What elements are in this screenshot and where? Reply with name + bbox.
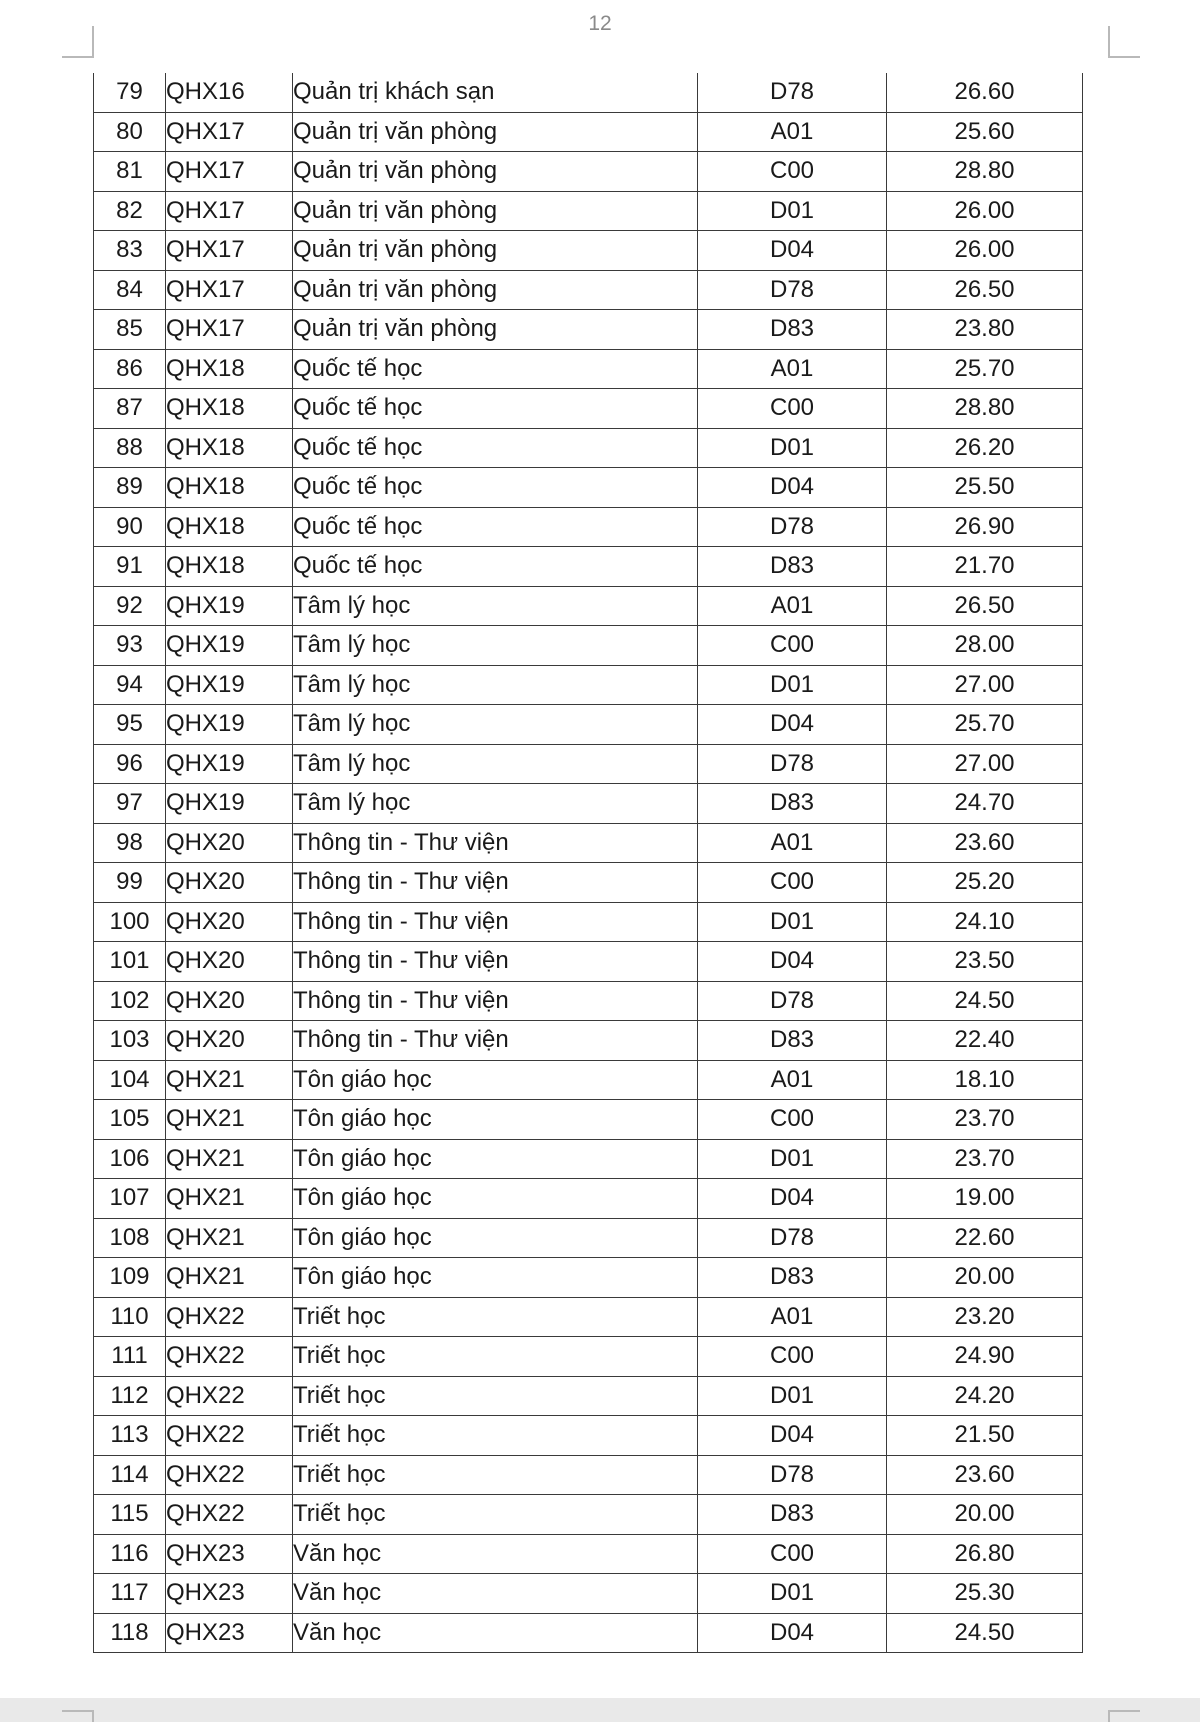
crop-mark-bottom-right bbox=[1108, 1710, 1140, 1722]
table-row bbox=[94, 981, 1083, 1021]
table-row bbox=[94, 1179, 1083, 1219]
subject-combination-cell: C00 bbox=[698, 1337, 887, 1377]
admission-score-cell: 23.20 bbox=[887, 1297, 1083, 1337]
row-number-cell: 110 bbox=[94, 1297, 166, 1337]
admission-score-table bbox=[93, 73, 1083, 1653]
program-name-cell: Quốc tế học bbox=[293, 468, 698, 508]
table-row bbox=[94, 744, 1083, 784]
subject-combination-cell: D78 bbox=[698, 1455, 887, 1495]
subject-combination-cell: D01 bbox=[698, 1574, 887, 1614]
table-row bbox=[94, 1060, 1083, 1100]
table-row bbox=[94, 468, 1083, 508]
table-row bbox=[94, 586, 1083, 626]
program-code-cell: QHX21 bbox=[166, 1258, 293, 1298]
program-code-cell: QHX21 bbox=[166, 1060, 293, 1100]
admission-score-cell: 23.80 bbox=[887, 310, 1083, 350]
program-code-cell: QHX18 bbox=[166, 507, 293, 547]
table-row bbox=[94, 428, 1083, 468]
table-row bbox=[94, 823, 1083, 863]
subject-combination-cell: D01 bbox=[698, 665, 887, 705]
table-row bbox=[94, 152, 1083, 192]
program-code-cell: QHX19 bbox=[166, 705, 293, 745]
admission-score-cell: 26.00 bbox=[887, 191, 1083, 231]
subject-combination-cell: D78 bbox=[698, 744, 887, 784]
subject-combination-cell: D78 bbox=[698, 270, 887, 310]
program-name-cell: Văn học bbox=[293, 1574, 698, 1614]
row-number-cell: 103 bbox=[94, 1021, 166, 1061]
page-number: 12 bbox=[588, 12, 612, 35]
table-row bbox=[94, 902, 1083, 942]
program-code-cell: QHX22 bbox=[166, 1416, 293, 1456]
program-name-cell: Quản trị văn phòng bbox=[293, 191, 698, 231]
row-number-cell: 101 bbox=[94, 942, 166, 982]
table-row bbox=[94, 1534, 1083, 1574]
table-row bbox=[94, 1613, 1083, 1653]
subject-combination-cell: D83 bbox=[698, 1495, 887, 1535]
program-code-cell: QHX20 bbox=[166, 902, 293, 942]
table-row bbox=[94, 1100, 1083, 1140]
subject-combination-cell: C00 bbox=[698, 626, 887, 666]
table-row bbox=[94, 1376, 1083, 1416]
table-row bbox=[94, 1297, 1083, 1337]
crop-mark-top-left bbox=[62, 26, 94, 58]
subject-combination-cell: D04 bbox=[698, 942, 887, 982]
admission-score-cell: 19.00 bbox=[887, 1179, 1083, 1219]
table-row bbox=[94, 1574, 1083, 1614]
subject-combination-cell: A01 bbox=[698, 1060, 887, 1100]
admission-score-cell: 26.00 bbox=[887, 231, 1083, 271]
row-number-cell: 109 bbox=[94, 1258, 166, 1298]
admission-score-cell: 24.50 bbox=[887, 981, 1083, 1021]
admission-score-cell: 22.60 bbox=[887, 1218, 1083, 1258]
table-row bbox=[94, 310, 1083, 350]
program-name-cell: Quản trị văn phòng bbox=[293, 152, 698, 192]
admission-score-cell: 28.80 bbox=[887, 152, 1083, 192]
admission-score-cell: 26.50 bbox=[887, 270, 1083, 310]
admission-score-cell: 26.60 bbox=[887, 73, 1083, 112]
admission-score-cell: 22.40 bbox=[887, 1021, 1083, 1061]
subject-combination-cell: A01 bbox=[698, 586, 887, 626]
subject-combination-cell: D01 bbox=[698, 1139, 887, 1179]
program-name-cell: Quản trị khách sạn bbox=[293, 73, 698, 112]
subject-combination-cell: D83 bbox=[698, 547, 887, 587]
crop-mark-bottom-left bbox=[62, 1710, 94, 1722]
program-code-cell: QHX21 bbox=[166, 1179, 293, 1219]
subject-combination-cell: D04 bbox=[698, 1179, 887, 1219]
row-number-cell: 112 bbox=[94, 1376, 166, 1416]
table-row bbox=[94, 389, 1083, 429]
program-code-cell: QHX20 bbox=[166, 863, 293, 903]
crop-mark-top-right bbox=[1108, 26, 1140, 58]
row-number-cell: 113 bbox=[94, 1416, 166, 1456]
admission-score-cell: 23.50 bbox=[887, 942, 1083, 982]
program-code-cell: QHX20 bbox=[166, 981, 293, 1021]
program-code-cell: QHX17 bbox=[166, 112, 293, 152]
subject-combination-cell: A01 bbox=[698, 823, 887, 863]
program-name-cell: Quốc tế học bbox=[293, 349, 698, 389]
admission-score-cell: 25.20 bbox=[887, 863, 1083, 903]
subject-combination-cell: D83 bbox=[698, 1258, 887, 1298]
program-code-cell: QHX23 bbox=[166, 1574, 293, 1614]
table-row bbox=[94, 270, 1083, 310]
row-number-cell: 97 bbox=[94, 784, 166, 824]
subject-combination-cell: D83 bbox=[698, 784, 887, 824]
row-number-cell: 91 bbox=[94, 547, 166, 587]
program-name-cell: Văn học bbox=[293, 1613, 698, 1653]
program-name-cell: Thông tin - Thư viện bbox=[293, 823, 698, 863]
admission-score-cell: 25.30 bbox=[887, 1574, 1083, 1614]
row-number-cell: 107 bbox=[94, 1179, 166, 1219]
subject-combination-cell: A01 bbox=[698, 1297, 887, 1337]
row-number-cell: 89 bbox=[94, 468, 166, 508]
program-name-cell: Tâm lý học bbox=[293, 665, 698, 705]
admission-score-cell: 23.70 bbox=[887, 1139, 1083, 1179]
program-name-cell: Tôn giáo học bbox=[293, 1139, 698, 1179]
row-number-cell: 114 bbox=[94, 1455, 166, 1495]
row-number-cell: 98 bbox=[94, 823, 166, 863]
admission-score-cell: 26.20 bbox=[887, 428, 1083, 468]
row-number-cell: 95 bbox=[94, 705, 166, 745]
program-code-cell: QHX19 bbox=[166, 744, 293, 784]
program-name-cell: Tôn giáo học bbox=[293, 1179, 698, 1219]
admission-score-cell: 28.80 bbox=[887, 389, 1083, 429]
table-row bbox=[94, 626, 1083, 666]
program-name-cell: Quốc tế học bbox=[293, 428, 698, 468]
program-code-cell: QHX17 bbox=[166, 191, 293, 231]
program-code-cell: QHX22 bbox=[166, 1297, 293, 1337]
table-row bbox=[94, 1455, 1083, 1495]
row-number-cell: 90 bbox=[94, 507, 166, 547]
program-code-cell: QHX17 bbox=[166, 310, 293, 350]
row-number-cell: 83 bbox=[94, 231, 166, 271]
row-number-cell: 111 bbox=[94, 1337, 166, 1377]
subject-combination-cell: D04 bbox=[698, 1416, 887, 1456]
row-number-cell: 79 bbox=[94, 73, 166, 112]
admission-score-cell: 25.60 bbox=[887, 112, 1083, 152]
program-code-cell: QHX18 bbox=[166, 428, 293, 468]
row-number-cell: 84 bbox=[94, 270, 166, 310]
program-name-cell: Quốc tế học bbox=[293, 389, 698, 429]
row-number-cell: 117 bbox=[94, 1574, 166, 1614]
program-code-cell: QHX17 bbox=[166, 152, 293, 192]
program-code-cell: QHX23 bbox=[166, 1613, 293, 1653]
table-row bbox=[94, 507, 1083, 547]
row-number-cell: 118 bbox=[94, 1613, 166, 1653]
row-number-cell: 99 bbox=[94, 863, 166, 903]
program-code-cell: QHX21 bbox=[166, 1139, 293, 1179]
admission-score-cell: 23.60 bbox=[887, 1455, 1083, 1495]
admission-score-cell: 20.00 bbox=[887, 1258, 1083, 1298]
program-name-cell: Tâm lý học bbox=[293, 744, 698, 784]
table-row bbox=[94, 112, 1083, 152]
row-number-cell: 82 bbox=[94, 191, 166, 231]
row-number-cell: 94 bbox=[94, 665, 166, 705]
program-name-cell: Triết học bbox=[293, 1297, 698, 1337]
program-name-cell: Quản trị văn phòng bbox=[293, 231, 698, 271]
program-name-cell: Quản trị văn phòng bbox=[293, 270, 698, 310]
program-code-cell: QHX18 bbox=[166, 547, 293, 587]
table-row bbox=[94, 705, 1083, 745]
program-code-cell: QHX18 bbox=[166, 349, 293, 389]
admission-score-cell: 24.90 bbox=[887, 1337, 1083, 1377]
program-name-cell: Tâm lý học bbox=[293, 586, 698, 626]
admission-score-cell: 24.20 bbox=[887, 1376, 1083, 1416]
row-number-cell: 106 bbox=[94, 1139, 166, 1179]
subject-combination-cell: D78 bbox=[698, 1218, 887, 1258]
program-name-cell: Tôn giáo học bbox=[293, 1100, 698, 1140]
table-row bbox=[94, 73, 1083, 112]
table-row bbox=[94, 942, 1083, 982]
program-name-cell: Triết học bbox=[293, 1337, 698, 1377]
program-name-cell: Triết học bbox=[293, 1376, 698, 1416]
row-number-cell: 102 bbox=[94, 981, 166, 1021]
subject-combination-cell: D01 bbox=[698, 428, 887, 468]
program-code-cell: QHX22 bbox=[166, 1495, 293, 1535]
program-name-cell: Tâm lý học bbox=[293, 705, 698, 745]
subject-combination-cell: D04 bbox=[698, 468, 887, 508]
row-number-cell: 88 bbox=[94, 428, 166, 468]
subject-combination-cell: C00 bbox=[698, 1534, 887, 1574]
row-number-cell: 105 bbox=[94, 1100, 166, 1140]
row-number-cell: 104 bbox=[94, 1060, 166, 1100]
program-code-cell: QHX20 bbox=[166, 823, 293, 863]
row-number-cell: 81 bbox=[94, 152, 166, 192]
table-row bbox=[94, 665, 1083, 705]
table-row bbox=[94, 1218, 1083, 1258]
admission-score-cell: 25.70 bbox=[887, 705, 1083, 745]
admission-score-cell: 27.00 bbox=[887, 665, 1083, 705]
admission-score-cell: 20.00 bbox=[887, 1495, 1083, 1535]
table-row bbox=[94, 863, 1083, 903]
subject-combination-cell: C00 bbox=[698, 389, 887, 429]
admission-score-cell: 24.10 bbox=[887, 902, 1083, 942]
row-number-cell: 108 bbox=[94, 1218, 166, 1258]
program-code-cell: QHX19 bbox=[166, 784, 293, 824]
program-name-cell: Thông tin - Thư viện bbox=[293, 863, 698, 903]
subject-combination-cell: D04 bbox=[698, 1613, 887, 1653]
program-code-cell: QHX18 bbox=[166, 389, 293, 429]
program-name-cell: Tôn giáo học bbox=[293, 1258, 698, 1298]
subject-combination-cell: D01 bbox=[698, 902, 887, 942]
program-name-cell: Quản trị văn phòng bbox=[293, 112, 698, 152]
admission-score-cell: 24.50 bbox=[887, 1613, 1083, 1653]
subject-combination-cell: C00 bbox=[698, 1100, 887, 1140]
program-code-cell: QHX16 bbox=[166, 73, 293, 112]
row-number-cell: 93 bbox=[94, 626, 166, 666]
subject-combination-cell: D83 bbox=[698, 1021, 887, 1061]
admission-score-cell: 25.70 bbox=[887, 349, 1083, 389]
table-row bbox=[94, 1337, 1083, 1377]
subject-combination-cell: A01 bbox=[698, 112, 887, 152]
program-name-cell: Tâm lý học bbox=[293, 626, 698, 666]
admission-score-cell: 18.10 bbox=[887, 1060, 1083, 1100]
subject-combination-cell: C00 bbox=[698, 152, 887, 192]
subject-combination-cell: D78 bbox=[698, 981, 887, 1021]
admission-score-cell: 24.70 bbox=[887, 784, 1083, 824]
program-name-cell: Thông tin - Thư viện bbox=[293, 1021, 698, 1061]
table-row bbox=[94, 1495, 1083, 1535]
admission-score-cell: 21.50 bbox=[887, 1416, 1083, 1456]
subject-combination-cell: D83 bbox=[698, 310, 887, 350]
admission-score-cell: 26.80 bbox=[887, 1534, 1083, 1574]
subject-combination-cell: D78 bbox=[698, 507, 887, 547]
admission-score-cell: 23.70 bbox=[887, 1100, 1083, 1140]
program-code-cell: QHX19 bbox=[166, 586, 293, 626]
admission-score-cell: 27.00 bbox=[887, 744, 1083, 784]
admission-score-cell: 25.50 bbox=[887, 468, 1083, 508]
table-row bbox=[94, 231, 1083, 271]
program-code-cell: QHX18 bbox=[166, 468, 293, 508]
program-code-cell: QHX20 bbox=[166, 1021, 293, 1061]
row-number-cell: 80 bbox=[94, 112, 166, 152]
program-code-cell: QHX17 bbox=[166, 270, 293, 310]
program-code-cell: QHX19 bbox=[166, 626, 293, 666]
table-row bbox=[94, 1139, 1083, 1179]
table-row bbox=[94, 349, 1083, 389]
program-name-cell: Tôn giáo học bbox=[293, 1218, 698, 1258]
program-code-cell: QHX17 bbox=[166, 231, 293, 271]
admission-score-cell: 28.00 bbox=[887, 626, 1083, 666]
admission-score-cell: 23.60 bbox=[887, 823, 1083, 863]
table-row bbox=[94, 191, 1083, 231]
program-name-cell: Triết học bbox=[293, 1495, 698, 1535]
program-code-cell: QHX22 bbox=[166, 1337, 293, 1377]
program-code-cell: QHX21 bbox=[166, 1218, 293, 1258]
program-code-cell: QHX19 bbox=[166, 665, 293, 705]
program-name-cell: Thông tin - Thư viện bbox=[293, 981, 698, 1021]
row-number-cell: 100 bbox=[94, 902, 166, 942]
table-row bbox=[94, 1416, 1083, 1456]
subject-combination-cell: D01 bbox=[698, 1376, 887, 1416]
row-number-cell: 115 bbox=[94, 1495, 166, 1535]
program-name-cell: Tôn giáo học bbox=[293, 1060, 698, 1100]
program-name-cell: Quản trị văn phòng bbox=[293, 310, 698, 350]
admission-score-cell: 21.70 bbox=[887, 547, 1083, 587]
program-code-cell: QHX22 bbox=[166, 1455, 293, 1495]
program-name-cell: Quốc tế học bbox=[293, 507, 698, 547]
subject-combination-cell: D78 bbox=[698, 73, 887, 112]
subject-combination-cell: A01 bbox=[698, 349, 887, 389]
program-name-cell: Quốc tế học bbox=[293, 547, 698, 587]
row-number-cell: 86 bbox=[94, 349, 166, 389]
program-code-cell: QHX21 bbox=[166, 1100, 293, 1140]
table-row bbox=[94, 547, 1083, 587]
row-number-cell: 92 bbox=[94, 586, 166, 626]
row-number-cell: 85 bbox=[94, 310, 166, 350]
table-row bbox=[94, 784, 1083, 824]
program-name-cell: Thông tin - Thư viện bbox=[293, 902, 698, 942]
subject-combination-cell: C00 bbox=[698, 863, 887, 903]
subject-combination-cell: D04 bbox=[698, 231, 887, 271]
table-row bbox=[94, 1258, 1083, 1298]
subject-combination-cell: D01 bbox=[698, 191, 887, 231]
row-number-cell: 116 bbox=[94, 1534, 166, 1574]
row-number-cell: 96 bbox=[94, 744, 166, 784]
program-code-cell: QHX22 bbox=[166, 1376, 293, 1416]
program-name-cell: Văn học bbox=[293, 1534, 698, 1574]
admission-score-cell: 26.90 bbox=[887, 507, 1083, 547]
program-name-cell: Tâm lý học bbox=[293, 784, 698, 824]
program-code-cell: QHX20 bbox=[166, 942, 293, 982]
program-name-cell: Triết học bbox=[293, 1416, 698, 1456]
table-body bbox=[94, 73, 1083, 1653]
row-number-cell: 87 bbox=[94, 389, 166, 429]
program-code-cell: QHX23 bbox=[166, 1534, 293, 1574]
program-name-cell: Triết học bbox=[293, 1455, 698, 1495]
table-row bbox=[94, 1021, 1083, 1061]
program-name-cell: Thông tin - Thư viện bbox=[293, 942, 698, 982]
admission-score-cell: 26.50 bbox=[887, 586, 1083, 626]
subject-combination-cell: D04 bbox=[698, 705, 887, 745]
